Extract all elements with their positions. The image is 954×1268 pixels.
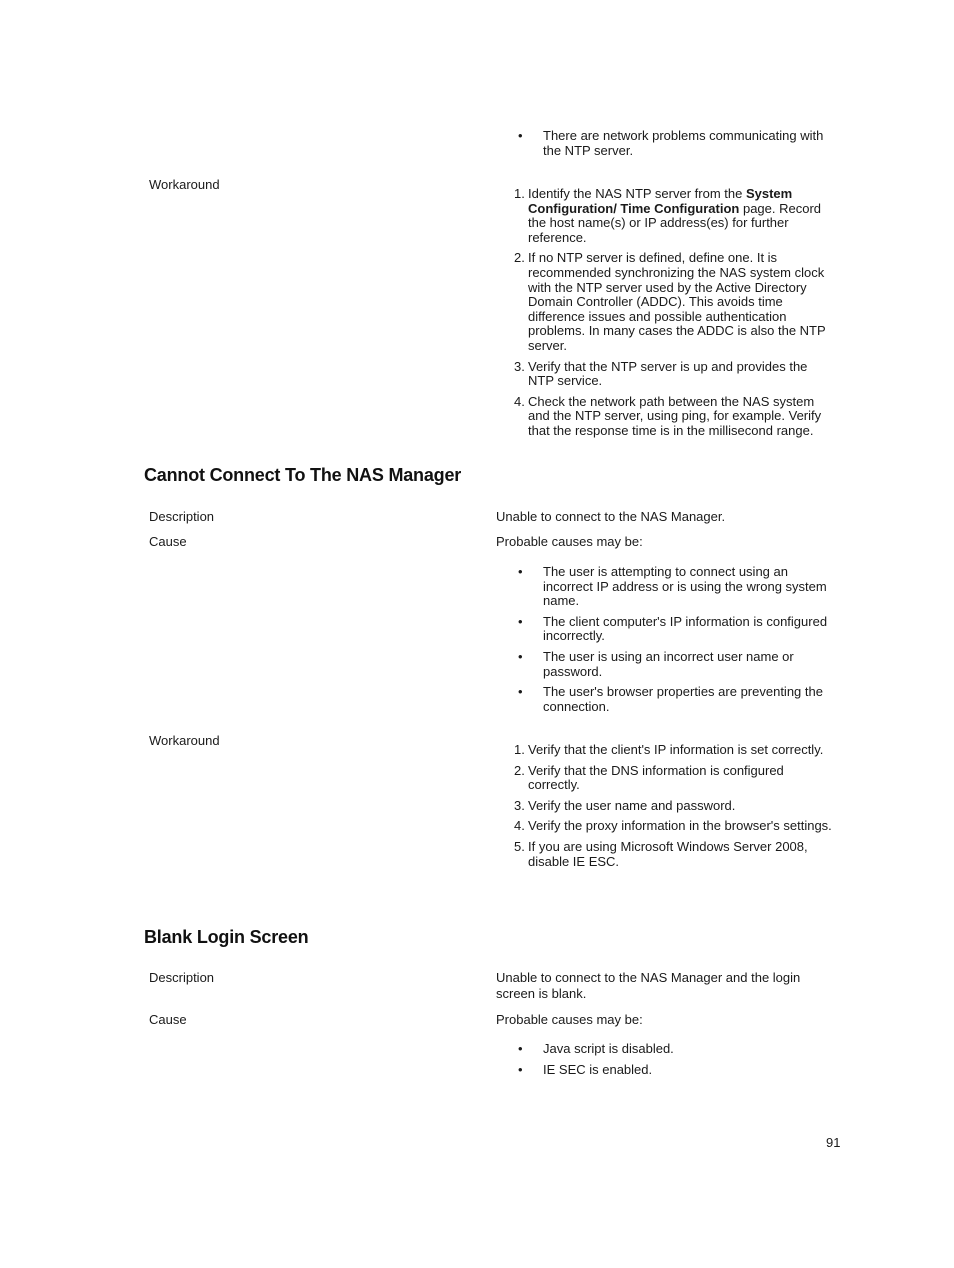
bullet-glyph: • xyxy=(518,1041,523,1056)
cause-label: Cause xyxy=(149,534,187,549)
ui-path-bold: System Configuration/ Time Configuration xyxy=(528,186,793,216)
page-number: 91 xyxy=(826,1135,841,1150)
nas-cause-list xyxy=(514,565,836,720)
list-item: • The user's browser properties are preventing the connection. xyxy=(518,684,823,714)
step-number: 1. xyxy=(514,186,525,201)
list-item: • The user is using an incorrect user name or password. xyxy=(518,648,794,679)
description-label: Description xyxy=(149,970,215,985)
workaround-label: Workaround xyxy=(149,733,220,748)
description-text: Unable to connect to the NAS Manager. xyxy=(496,509,726,524)
bullet-glyph: • xyxy=(518,128,523,143)
ntp-workaround-steps xyxy=(510,187,836,445)
step-number: 2. xyxy=(514,762,525,778)
list-item: • There are network problems communicating with the NTP server. xyxy=(518,128,824,158)
step-number: 2. xyxy=(514,250,525,266)
bullet-glyph: • xyxy=(518,648,523,664)
bullet-glyph: • xyxy=(518,1061,523,1077)
list-item: 5. If you are using Microsoft Windows Server 2008, disable IE ESC. xyxy=(514,838,808,869)
list-item: 1. Verify that the client's IP information is set correctly. xyxy=(514,742,824,757)
ntp-cause-list xyxy=(514,129,836,164)
cause-label: Cause xyxy=(149,1012,187,1027)
list-item: • Java script is disabled. xyxy=(518,1041,674,1056)
workaround-label: Workaround xyxy=(149,177,220,192)
list-item: 4. Check the network path between the NAS system and the NTP server, using ping, for example. Verify that the response time is in the millisecond range. xyxy=(514,393,822,438)
step-number: 4. xyxy=(514,393,525,409)
list-item: • The client computer's IP information is configured incorrectly. xyxy=(518,613,828,644)
nas-workaround-steps xyxy=(510,743,836,875)
step-number: 3. xyxy=(514,358,525,374)
list-item: 2. If no NTP server is defined, define one. It is recommended synchronizing the NAS system clock with the NTP server used by the Active Directory Domain Controller (ADDC). This avoids time difference issues and possible authentication problems. In many cases the ADDC is also the NTP server. xyxy=(514,250,826,353)
bullet-glyph: • xyxy=(518,613,523,629)
step-number: 1. xyxy=(514,742,525,757)
list-item: 3. Verify that the NTP server is up and provides the NTP service. xyxy=(514,358,808,389)
cause-text: Probable causes may be: xyxy=(496,1012,643,1027)
bullet-glyph: • xyxy=(518,564,523,579)
blank-cause-list xyxy=(514,1042,836,1083)
description-text: Unable to connect to the NAS Manager and the login screen is blank. xyxy=(496,970,801,1001)
list-item: 2. Verify that the DNS information is configured correctly. xyxy=(514,762,784,793)
list-item: 4. Verify the proxy information in the browser's settings. xyxy=(514,818,832,834)
list-item: • The user is attempting to connect using an incorrect IP address or is using the wrong system name. xyxy=(518,564,827,609)
description-label: Description xyxy=(149,509,215,524)
list-item: 3. Verify the user name and password. xyxy=(514,797,736,813)
bullet-glyph: • xyxy=(518,684,523,700)
list-item: 1. Identify the NAS NTP server from the System Configuration/ Time Configuration page. Record the host name(s) or IP address(es) for further reference. xyxy=(514,186,822,245)
step-number: 3. xyxy=(514,797,525,813)
step-number: 5. xyxy=(514,838,525,854)
section-title-blank-login: Blank Login Screen xyxy=(144,927,309,947)
cause-text: Probable causes may be: xyxy=(496,534,643,549)
step-number: 4. xyxy=(514,818,525,834)
list-item: • IE SEC is enabled. xyxy=(518,1061,653,1077)
section-title-nas-manager: Cannot Connect To The NAS Manager xyxy=(144,465,462,485)
